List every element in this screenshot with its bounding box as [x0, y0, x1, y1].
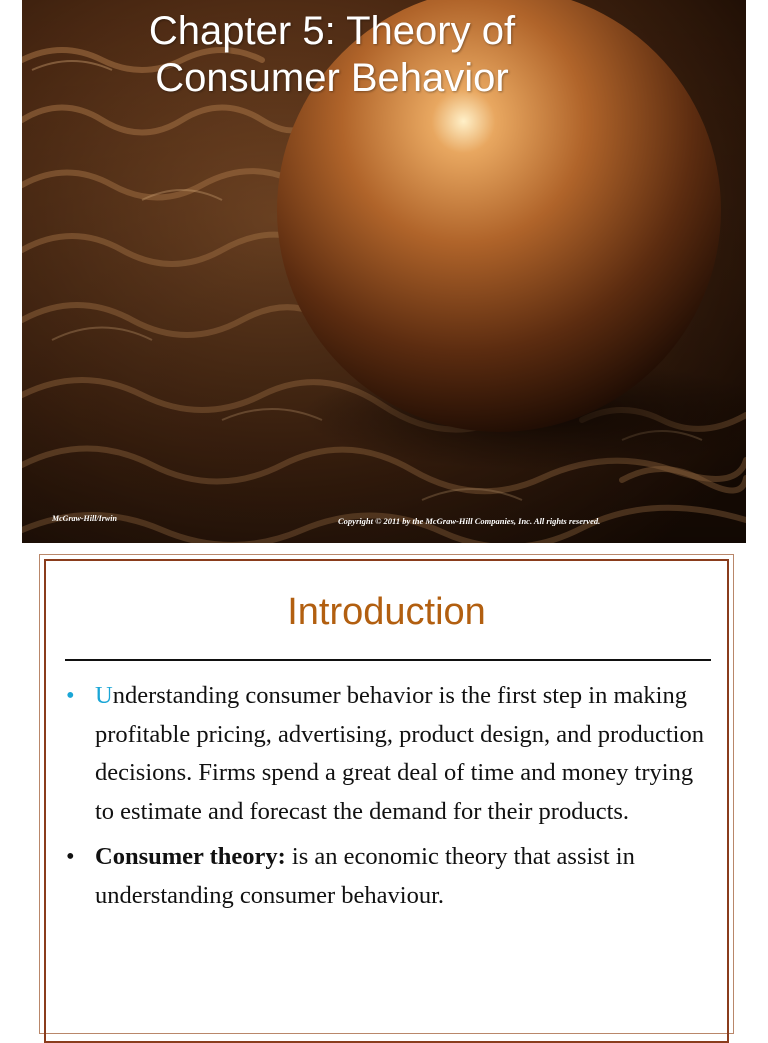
slide-title-line1: Chapter 5: Theory of — [148, 9, 516, 53]
bullet-term: Consumer theory: — [95, 843, 286, 870]
introduction-slide — [39, 554, 734, 1034]
slide-title-line2: Consumer Behavior — [155, 56, 509, 100]
title-slide — [22, 0, 746, 543]
copyright-notice: Copyright © 2011 by the McGraw-Hill Companies, Inc. All rights reserved. — [338, 516, 601, 526]
introduction-heading: Introduction — [287, 591, 486, 633]
heading-divider — [65, 659, 711, 661]
list-item — [66, 677, 716, 831]
bullet-text: is an economic theory that assist in understanding consumer behaviour. — [95, 843, 635, 909]
slide-frame — [44, 559, 729, 1043]
bullet-dot-icon: • — [66, 682, 75, 709]
bullet-text: nderstanding consumer behavior is the first step in making profitable pricing, advertising, product design, and production decisions. Firms spend a great deal of time and money trying to estimate and forecast the demand for their products. — [95, 682, 704, 825]
dropcap-letter: U — [95, 682, 113, 709]
bullet-list — [66, 677, 716, 922]
slide-title — [22, 8, 642, 102]
list-item — [66, 838, 716, 915]
publisher-label: McGraw-Hill/Irwin — [52, 514, 117, 523]
bullet-dot-icon: • — [66, 843, 75, 870]
